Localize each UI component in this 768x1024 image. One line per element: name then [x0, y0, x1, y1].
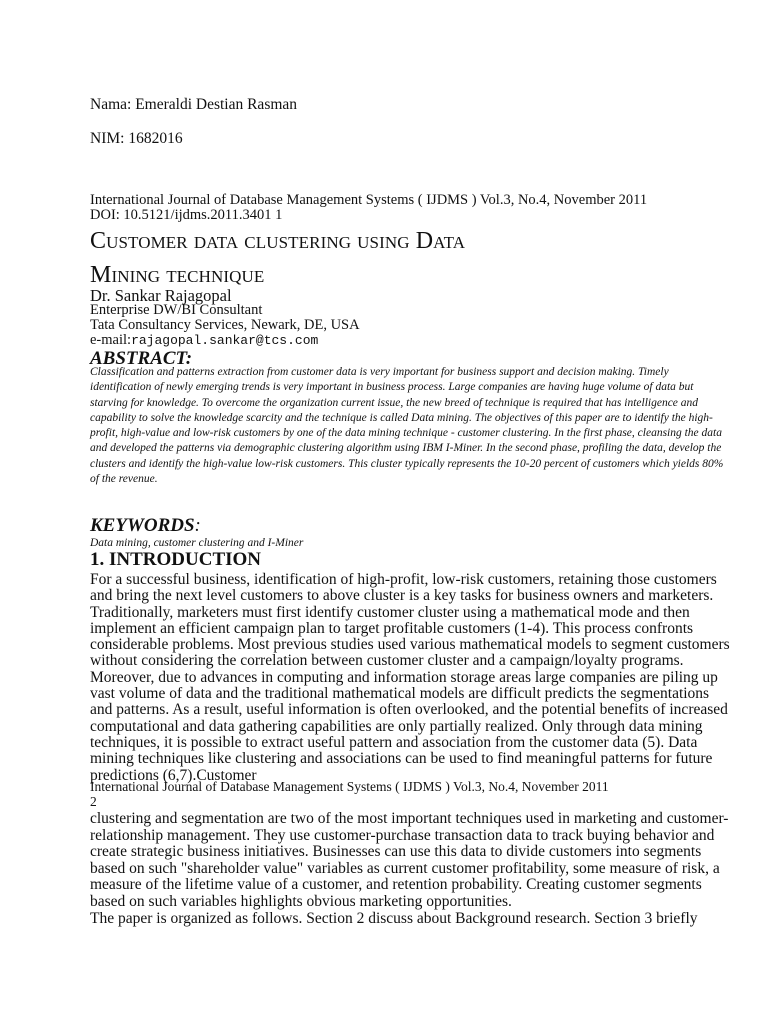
affiliation-role: Enterprise DW/BI Consultant [90, 302, 263, 318]
introduction-paragraph: For a successful business, identification of high-profit, low-risk customers, retaining those customers and bring the next level customers to above cluster is a key tasks for business owners and marketers. Traditionally, marketers must first identify customer cluster using a mathematical mode and then implement an efficient campaign plan to target profitable customers (1-4). This process confronts considerable problems. Most previous studies used various mathematical models to segment customers without considering the correlation between customer cluster and a campaign/loyalty programs. Moreover, due to advances in computing and information storage areas large companies are piling up vast volume of data and the traditional mathematical models are difficult predicts the segmentations and patterns. As a result, useful information is often overlooked, and the potential benefits of increased computational and data gathering capabilities are only partially realized. Only through data mining techniques, it is possible to extract useful pattern and association from the customer data (5). Data mining techniques like clustering and associations can be used to find meaningful patterns for future predictions (6,7).Customer [90, 571, 730, 784]
author-email: rajagopal.sankar@tcs.com [131, 333, 319, 348]
continued-paragraph: clustering and segmentation are two of the most important techniques used in marketing and customer-relationship management. They use customer-purchase transaction data to track buying behavior and create strategic business initiatives. Businesses can use this data to divide customers into segments based on such "shareholder value" variables as current customer profitability, some measure of risk, a measure of the lifetime value of a customer, and retention probability. Creating customer segments based on such variables highlights obvious marketing opportunities. [90, 810, 729, 910]
keywords-heading-line [90, 515, 730, 537]
keywords-heading: KEYWORDS [90, 515, 195, 536]
keywords-text: Data mining, customer clustering and I-Miner [90, 537, 304, 549]
organization-paragraph: The paper is organized as follows. Section 2 discuss about Background research. Section 3 briefly [90, 910, 698, 927]
paper-title [90, 224, 730, 292]
author-email-line [90, 333, 730, 349]
introduction-heading-line [90, 549, 730, 571]
paper-author: Dr. Sankar Rajagopal [90, 286, 232, 305]
journal-header: International Journal of Database Management Systems ( IJDMS ) Vol.3, No.4, November 2011 [90, 192, 648, 208]
abstract-text: Classification and patterns extraction from customer data is very important for business support and decision making. Timely identification of newly emerging trends is very important in business process. Large companies are having huge volume of data but starving for knowledge. To overcome the organization current issue, the new breed of technique is required that has intelligence and capability to solve the knowledge scarcity and the technique is called Data mining. The objectives of this paper are to identify the high-profit, high-value and low-risk customers by one of the data mining technique - customer clustering. In the first phase, cleansing the data and developed the patterns via demographic clustering algorithm using IBM I-Miner. In the second phase, profiling the data, develop the clusters and identify the high-value low-risk customers. This cluster typically represents the 10-20 percent of customers which yields 80% of the revenue. [90, 366, 724, 486]
paper-title-line-1: Customer data clustering using Data [90, 228, 466, 254]
paper-title-line-2: Mining technique [90, 262, 265, 288]
journal-footer-header: International Journal of Database Management Systems ( IJDMS ) Vol.3, No.4, November 2011 [90, 779, 609, 794]
introduction-heading: INTRODUCTION [109, 549, 262, 570]
student-name: Nama: Emeraldi Destian Rasman [90, 96, 298, 113]
affiliation-company: Tata Consultancy Services, Newark, DE, USA [90, 317, 360, 333]
section-number: 1. [90, 549, 105, 570]
student-nim: NIM: 1682016 [90, 130, 183, 147]
email-label: e-mail: [90, 332, 132, 348]
page-number: 2 [90, 794, 97, 809]
keywords-colon: : [194, 515, 201, 536]
abstract-heading: ABSTRACT: [90, 348, 193, 369]
journal-doi: DOI: 10.5121/ijdms.2011.3401 1 [90, 207, 283, 223]
